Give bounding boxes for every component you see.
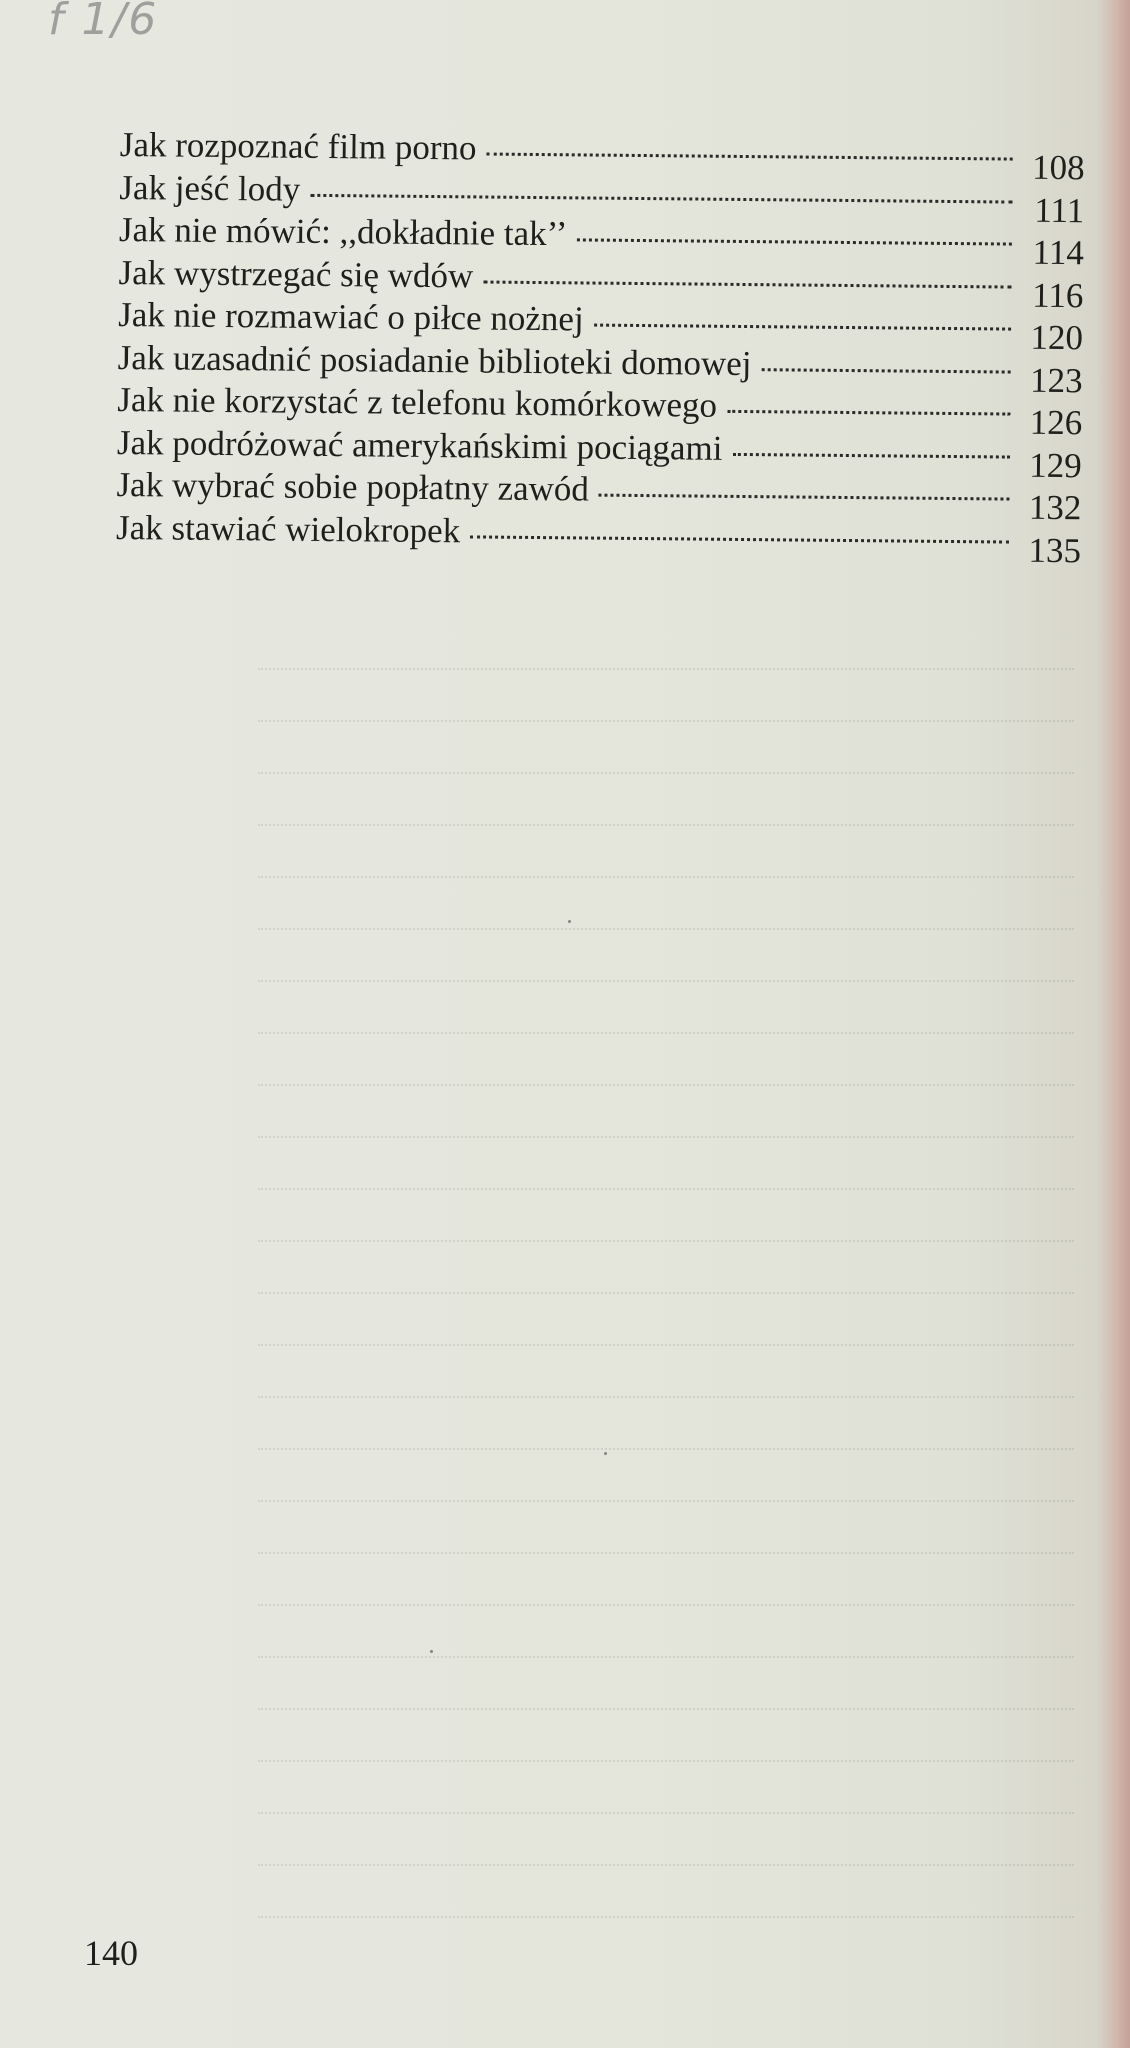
page-number: 140 [84,1933,138,1973]
toc-entry-page: 111 [1034,190,1085,230]
toc-entry-page: 135 [1028,530,1082,570]
toc-entry-title: Jak wybrać sobie popłatny zawód [116,464,590,509]
toc-leader-dots [310,193,1012,203]
toc-entry-title: Jak podróżować amerykańskimi pociągami [116,422,723,468]
toc-entry-title: Jak nie rozmawiać o piłce nożnej [117,294,584,339]
toc-leader-dots [483,280,1011,288]
toc-entry-page: 132 [1028,487,1082,528]
paper-speck [604,1452,607,1455]
toc-leader-dots [761,368,1010,373]
toc-entry-page: 129 [1029,445,1082,485]
page-edge-shadow [1096,0,1130,2048]
toc-leader-dots [727,410,1010,416]
toc-entry-title: Jak nie mówić: ,,dokładnie tak’’ [118,209,568,254]
toc-leader-dots [470,535,1009,543]
toc-entry-title: Jak uzasadnić posiadanie biblioteki domowej [117,337,752,383]
table-of-contents [115,125,1085,570]
toc-entry [115,507,1082,570]
toc-entry-page: 116 [1032,275,1084,315]
bleed-through-shadow [250,640,1090,1940]
toc-leader-dots [594,324,1012,331]
toc-entry-title: Jak wystrzegać się wdów [118,252,474,295]
toc-leader-dots [577,238,1012,245]
paper-speck [568,920,571,923]
toc-entry-title: Jak nie korzystać z telefonu komórkowego [117,379,718,425]
toc-entry-title: Jak stawiać wielokropek [115,507,461,550]
toc-entry-page: 114 [1032,232,1085,273]
toc-entry-title: Jak jeść lody [119,167,301,209]
toc-entry-title: Jak rozpoznać film porno [119,125,477,168]
toc-leader-dots [486,153,1012,161]
toc-entry-page: 120 [1030,317,1084,358]
toc-entry-page: 126 [1029,402,1083,443]
pencil-handwritten-mark: f 1/6 [48,0,159,45]
toc-entry-page: 123 [1029,360,1083,400]
toc-entry-page: 108 [1031,147,1085,188]
paper-speck [430,1650,433,1653]
toc-leader-dots [599,494,1010,501]
toc-leader-dots [732,452,1010,458]
